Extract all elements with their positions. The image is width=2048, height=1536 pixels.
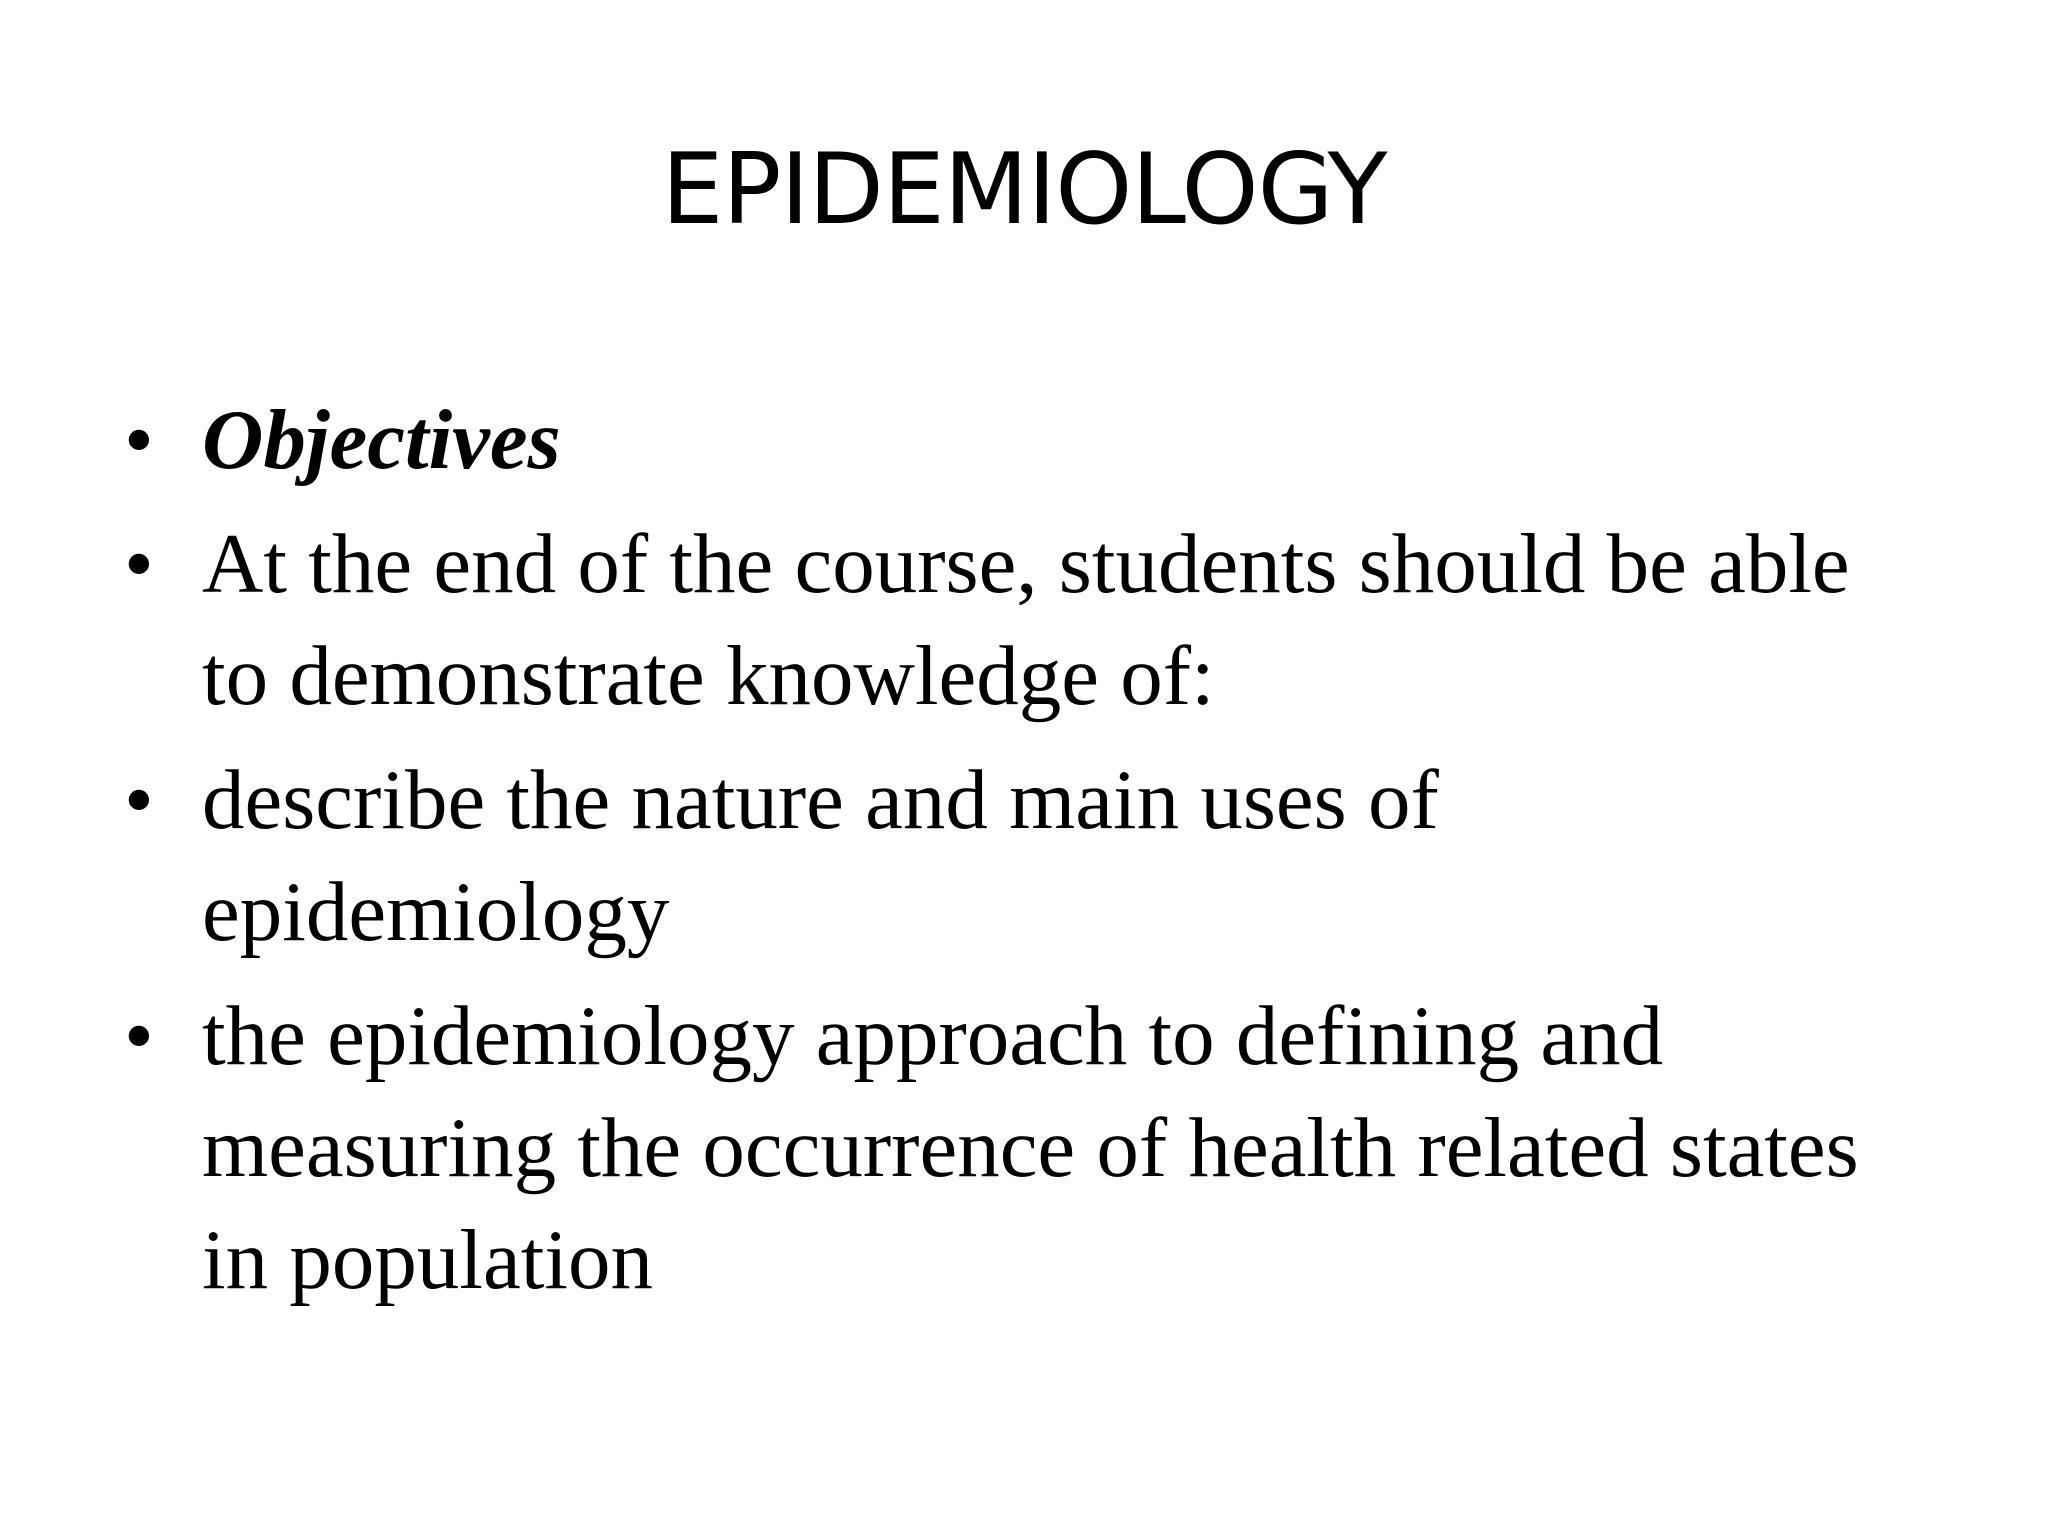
bullet-text: describe the nature and main uses of epidemiology (202, 753, 1439, 959)
bullet-dot-icon: • (124, 989, 154, 1083)
bullet-text: the epidemiology approach to defining and measuring the occurrence of health related states in population (202, 989, 1859, 1307)
bullet-dot-icon: • (124, 393, 154, 487)
slide-title: EPIDEMIOLOGY (661, 133, 1387, 247)
bullet-item-objectives (124, 384, 1904, 496)
bullet-dot-icon: • (124, 753, 154, 847)
bullet-list (124, 384, 1904, 1328)
bullet-item-course-outcome (124, 508, 1904, 732)
bullet-text: Objectives (202, 393, 561, 487)
bullet-text: At the end of the course, students should be able to demonstrate knowledge of: (202, 517, 1850, 723)
bullet-item-nature-uses (124, 744, 1904, 968)
bullet-item-approach (124, 980, 1904, 1316)
bullet-dot-icon: • (124, 517, 154, 611)
